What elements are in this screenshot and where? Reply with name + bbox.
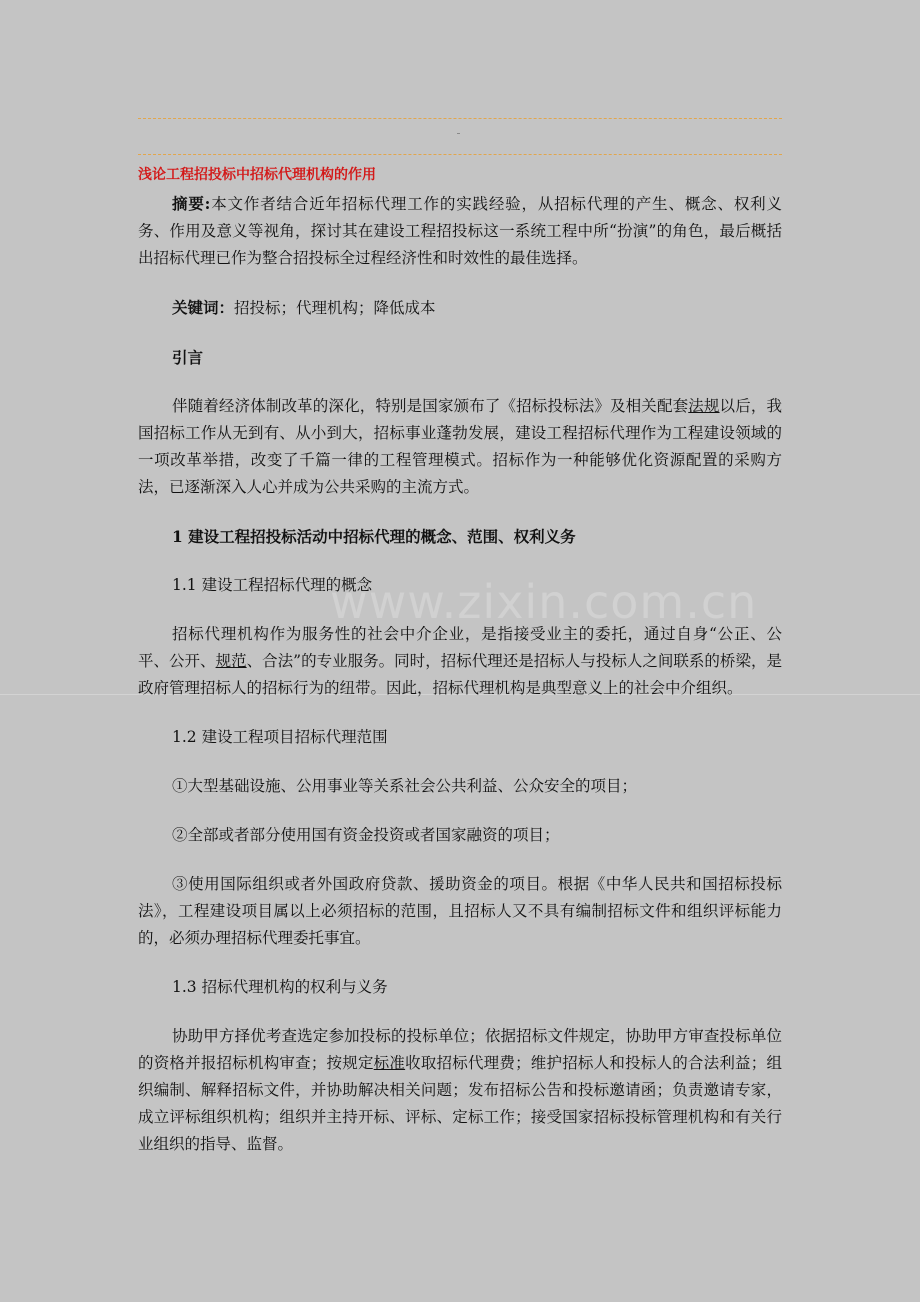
s11-text-b: 、合法”的专业服务。同时，招标代理还是招标人与投标人之间联系的桥梁，是政府管理招标人的招标行为的纽带。因此，招标代理机构是典型意义上的社会中介组织。 bbox=[138, 652, 782, 697]
section-1-3-heading: 1.3 招标代理机构的权利与义务 bbox=[172, 978, 388, 996]
link-regulations[interactable]: 法规 bbox=[688, 397, 720, 415]
keywords-label: 关键词： bbox=[172, 298, 235, 317]
header-divider-bottom bbox=[138, 154, 782, 155]
scope-item-3: ③使用国际组织或者外国政府贷款、援助资金的项目。根据《中华人民共和国招标投标法》，工程建设项目属以上必须招标的范围，且招标人又不具有编制招标文件和组织评标能力的，必须办理招标代理委托事宜。 bbox=[138, 875, 782, 947]
intro-text-a: 伴随着经济体制改革的深化，特别是国家颁布了《招标投标法》及相关配套 bbox=[172, 397, 689, 415]
keywords-paragraph bbox=[138, 294, 782, 322]
intro-paragraph bbox=[138, 393, 782, 501]
header-divider-top bbox=[138, 118, 782, 119]
header-mark bbox=[457, 133, 460, 134]
intro-text-b: 以后，我国招标工作从无到有、从小到大，招标事业蓬勃发展，建设工程招标代理作为工程建设领域的一项改革举措，改变了千篇一律的工程管理模式。招标作为一种能够优化资源配置的采购方法，已逐渐深入人心并成为公共采购的主流方式。 bbox=[138, 397, 782, 496]
link-standard[interactable]: 标准 bbox=[373, 1054, 406, 1072]
abstract-label: 摘要: bbox=[172, 194, 211, 213]
section-1-heading: 1 建设工程招投标活动中招标代理的概念、范围、权利义务 bbox=[172, 527, 576, 546]
s13-text-a: 协助甲方择优考查选定参加投标的投标单位；依据招标文件规定，协助甲方审查投标单位的资格并报招标机构审查；按规定 bbox=[138, 1027, 782, 1072]
s13-text-b: 收取招标代理费；维护招标人和投标人的合法利益；组织编制、解释招标文件，并协助解决相关问题；发布招标公告和投标邀请函；负责邀请专家，成立评标组织机构；组织并主持开标、评标、定标工作；接受国家招标投标管理机构和有关行业组织的指导、监督。 bbox=[138, 1054, 782, 1153]
section-1-2-heading: 1.2 建设工程项目招标代理范围 bbox=[172, 728, 388, 746]
section-1-3-paragraph bbox=[138, 1023, 782, 1158]
scope-item-2: ②全部或者部分使用国有资金投资或者国家融资的项目； bbox=[172, 826, 560, 844]
document-body bbox=[138, 190, 782, 1158]
section-1-1-paragraph bbox=[138, 621, 782, 702]
abstract-paragraph bbox=[138, 190, 782, 272]
scope-item-1: ①大型基础设施、公用事业等关系社会公共利益、公众安全的项目； bbox=[172, 777, 638, 795]
watermark: www.zixin.com.cn bbox=[330, 575, 758, 629]
abstract-text: 本文作者结合近年招标代理工作的实践经验，从招标代理的产生、概念、权利义务、作用及意义等视角，探讨其在建设工程招投标这一系统工程中所“扮演”的角色，最后概括出招标代理已作为整合招投标全过程经济性和时效性的最佳选择。 bbox=[138, 195, 782, 267]
section-1-1-heading: 1.1 建设工程招标代理的概念 bbox=[172, 576, 373, 594]
intro-heading: 引言 bbox=[172, 348, 204, 367]
s11-text-a: 招标代理机构作为服务性的社会中介企业，是指接受业主的委托，通过自身“公正、公平、公开、 bbox=[138, 625, 782, 670]
link-standards[interactable]: 规范 bbox=[215, 652, 247, 670]
keywords-text: 招投标；代理机构；降低成本 bbox=[234, 299, 436, 317]
document-title: 浅论工程招投标中招标代理机构的作用 bbox=[138, 167, 376, 183]
